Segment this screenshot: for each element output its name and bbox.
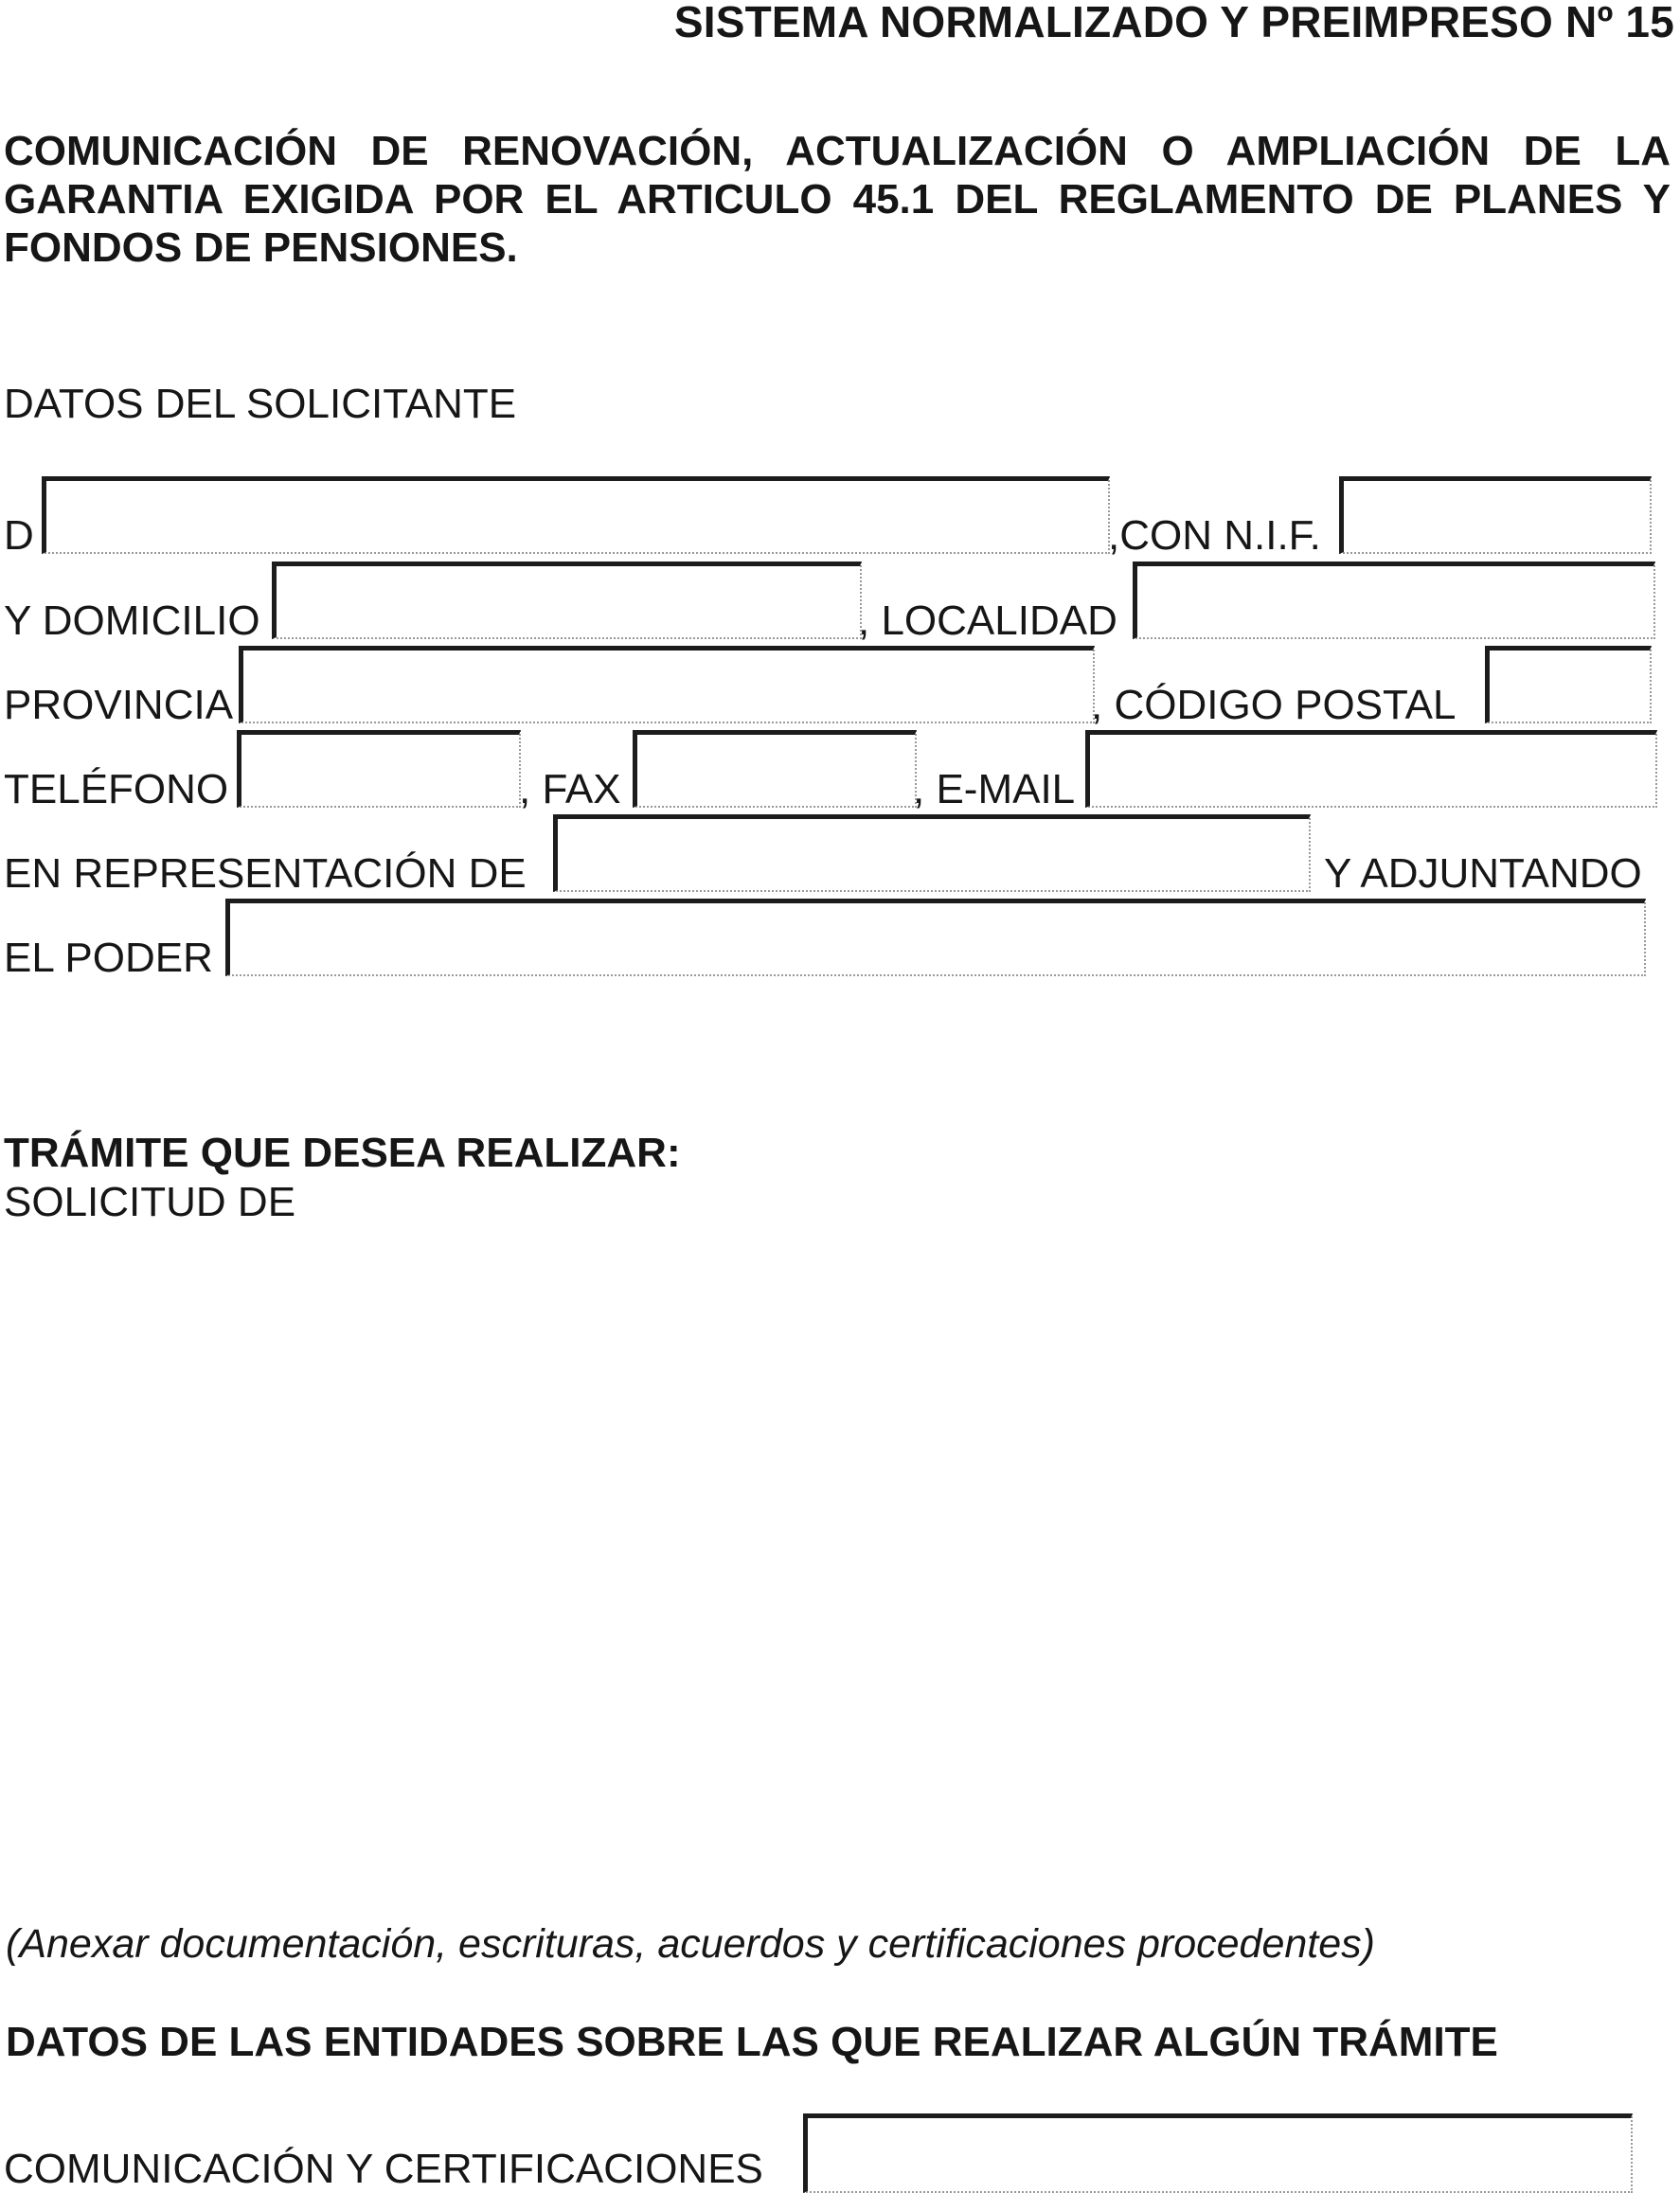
address-field[interactable] bbox=[272, 562, 862, 639]
fax-field[interactable] bbox=[633, 730, 917, 808]
communication-label: COMUNICACIÓN Y CERTIFICACIONES bbox=[4, 2146, 763, 2192]
request-label: SOLICITUD DE bbox=[4, 1179, 296, 1225]
postal-code-label: , CÓDIGO POSTAL bbox=[1091, 682, 1457, 728]
title-line-3: FONDOS DE PENSIONES. bbox=[4, 224, 518, 271]
title-line-1: COMUNICACIÓN DE RENOVACIÓN, ACTUALIZACIÓN O AMPLIACIÓN DE LA bbox=[4, 128, 1671, 174]
representation-field[interactable] bbox=[553, 814, 1311, 892]
email-field[interactable] bbox=[1085, 730, 1657, 808]
representation-label: EN REPRESENTACIÓN DE bbox=[4, 850, 527, 897]
province-label: PROVINCIA bbox=[4, 682, 234, 728]
address-label: Y DOMICILIO bbox=[4, 597, 260, 644]
email-label: , E-MAIL bbox=[913, 766, 1076, 812]
entities-heading: DATOS DE LAS ENTIDADES SOBRE LAS QUE REALIZAR ALGÚN TRÁMITE bbox=[6, 2019, 1498, 2065]
procedure-heading: TRÁMITE QUE DESEA REALIZAR: bbox=[4, 1130, 681, 1176]
phone-label: TELÉFONO bbox=[4, 766, 229, 812]
attaching-label: Y ADJUNTANDO bbox=[1324, 850, 1642, 897]
fax-label: , FAX bbox=[519, 766, 621, 812]
annex-note: (Anexar documentación, escrituras, acuerdos y certificaciones procedentes) bbox=[6, 1921, 1375, 1967]
nif-field[interactable] bbox=[1339, 476, 1652, 554]
locality-label: , LOCALIDAD bbox=[858, 597, 1117, 644]
nif-label: ,CON N.I.F. bbox=[1108, 512, 1321, 559]
locality-field[interactable] bbox=[1133, 562, 1655, 639]
power-label: EL PODER bbox=[4, 935, 213, 981]
postal-code-field[interactable] bbox=[1485, 646, 1652, 723]
name-label: D bbox=[4, 512, 34, 559]
system-header: SISTEMA NORMALIZADO Y PREIMPRESO Nº 15 bbox=[673, 0, 1674, 46]
title-line-2: GARANTIA EXIGIDA POR EL ARTICULO 45.1 DEL REGLAMENTO DE PLANES Y bbox=[4, 176, 1671, 223]
power-field[interactable] bbox=[225, 899, 1646, 976]
name-field[interactable] bbox=[42, 476, 1110, 554]
form-title bbox=[4, 127, 1671, 272]
province-field[interactable] bbox=[239, 646, 1095, 723]
communication-field[interactable] bbox=[803, 2113, 1633, 2193]
applicant-section-label: DATOS DEL SOLICITANTE bbox=[4, 381, 517, 427]
phone-field[interactable] bbox=[237, 730, 521, 808]
